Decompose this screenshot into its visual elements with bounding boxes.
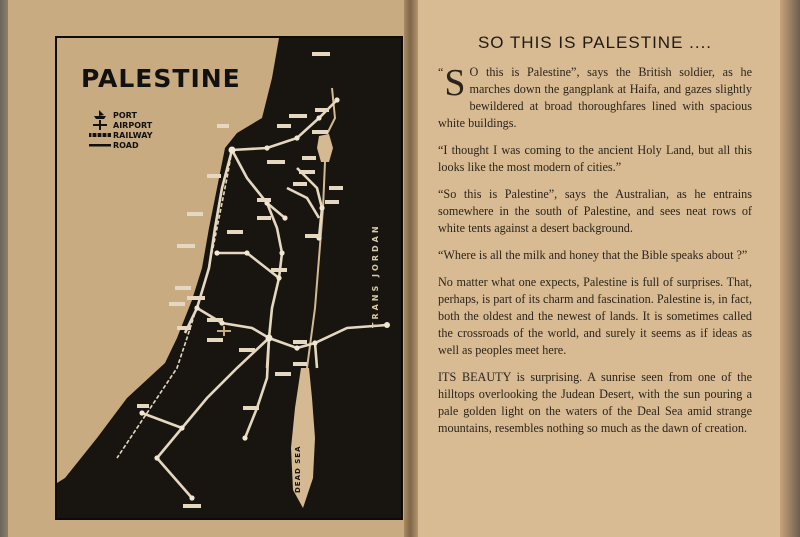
road-icon <box>87 141 113 149</box>
paragraph-1-text: O this is Palestine”, says the British soldier, as he marches down the gangplank at Haifa, and gazes slightly bewildered at broad thoroughfares lined with spacious white buildings. <box>438 65 752 130</box>
paragraph-3: “So this is Palestine”, says the Australian, as he entrains somewhere in the south of Palestine, and sees neat rows of white tents against a desert background. <box>438 187 752 235</box>
railway-icon <box>87 131 113 139</box>
paragraph-4: “Where is all the milk and honey that the Bible speaks about ?” <box>438 248 748 262</box>
dead-sea-label: DEAD SEA <box>294 445 302 493</box>
article-body <box>438 64 752 447</box>
paragraph-6: ITS BEAUTY is surprising. A sunrise seen from one of the hilltops overlooking the Judean Desert, with the sun pouring a pale golden light on the waters of the Deal Sea amid strange mountains, resembles nothing so much as the dawn of creation. <box>438 370 752 435</box>
legend-item-railway <box>87 130 153 140</box>
paragraph-1 <box>438 64 752 132</box>
airplane-icon <box>87 120 113 130</box>
legend-label-railway: RAILWAY <box>113 130 153 140</box>
map-legend <box>87 110 153 150</box>
sea-of-galilee <box>317 134 333 162</box>
legend-label-road: ROAD <box>113 140 139 150</box>
drop-cap: S <box>444 62 466 104</box>
book-spine <box>404 0 418 537</box>
legend-item-port <box>87 110 153 120</box>
page-heading: SO THIS IS PALESTINE .... <box>477 33 713 52</box>
legend-label-airport: AIRPORT <box>113 120 153 130</box>
ship-icon <box>87 110 113 120</box>
map-title: PALESTINE <box>81 64 241 93</box>
legend-label-port: PORT <box>113 110 137 120</box>
book-edge-right <box>780 0 800 537</box>
transjordan-label: TRANS JORDAN <box>371 223 380 328</box>
map-of-palestine <box>55 36 403 520</box>
opening-quote: “ <box>438 65 444 79</box>
paragraph-5: No matter what one expects, Palestine is full of surprises. That, perhaps, is part of its charm and fascination. Palestine is, in fact, both the oldest and the newest of lands. It is sometimes called the crossroads of the world, and surely it seems as if ideas as well as peoples meet here. <box>438 275 752 357</box>
legend-item-airport <box>87 120 153 130</box>
paragraph-2: “I thought I was coming to the ancient Holy Land, but all this looks like the most modern of cities.” <box>438 143 752 174</box>
legend-item-road <box>87 140 153 150</box>
sea-area <box>57 38 279 483</box>
